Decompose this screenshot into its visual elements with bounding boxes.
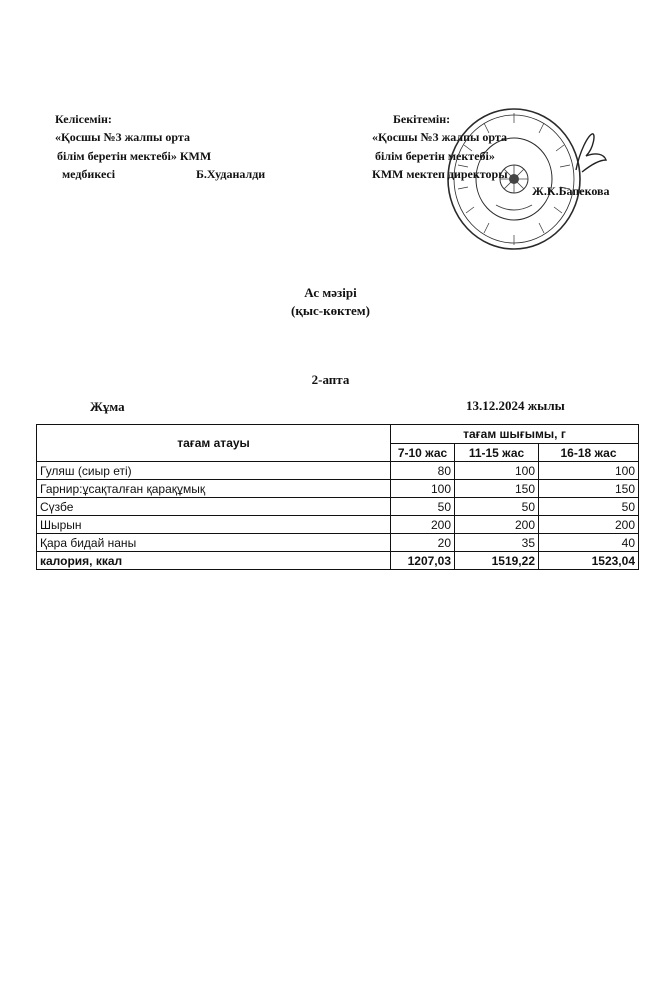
portion-cell: 50 xyxy=(539,498,639,516)
approved-title: Бекітемін: xyxy=(393,112,451,126)
date-label: 13.12.2024 жылы xyxy=(466,398,565,413)
header-food-name: тағам атауы xyxy=(37,425,391,462)
food-name-cell: Сүзбе xyxy=(37,498,391,516)
agreed-line1: «Қосшы №3 жалпы орта xyxy=(55,130,190,144)
agreed-title: Келісемін: xyxy=(55,112,112,126)
portion-cell: 100 xyxy=(455,462,539,480)
food-name-cell: Гуляш (сиыр еті) xyxy=(37,462,391,480)
portion-cell: 80 xyxy=(391,462,455,480)
table-row xyxy=(37,462,639,480)
food-name-cell: Гарнир:ұсақталған қарақұмық xyxy=(37,480,391,498)
total-label-cell: калория, ккал xyxy=(37,552,391,570)
menu-season: (қыс-көктем) xyxy=(291,303,370,318)
portion-cell: 50 xyxy=(455,498,539,516)
header-food-output: тағам шығымы, г xyxy=(391,425,639,444)
table-header-row xyxy=(37,425,639,444)
header-age-group: 7-10 жас xyxy=(391,444,455,462)
day-label: Жұма xyxy=(90,399,125,414)
food-name-cell: Шырын xyxy=(37,516,391,534)
calorie-cell: 1523,04 xyxy=(539,552,639,570)
table-row xyxy=(37,498,639,516)
table-row xyxy=(37,480,639,498)
portion-cell: 100 xyxy=(391,480,455,498)
menu-title: Ас мәзірі xyxy=(304,285,357,300)
portion-cell: 200 xyxy=(391,516,455,534)
menu-table xyxy=(36,424,639,570)
calorie-cell: 1519,22 xyxy=(455,552,539,570)
approved-line1: «Қосшы №3 жалпы орта xyxy=(372,130,507,144)
agreed-role: медбикесі xyxy=(62,167,116,181)
portion-cell: 100 xyxy=(539,462,639,480)
agreed-name: Б.Худаналди xyxy=(196,167,266,181)
portion-cell: 20 xyxy=(391,534,455,552)
header-age-group: 11-15 жас xyxy=(455,444,539,462)
table-row xyxy=(37,534,639,552)
agreed-line2: білім беретін мектебі» КММ xyxy=(57,149,212,163)
approved-line3: КММ мектеп директоры xyxy=(372,167,508,181)
portion-cell: 200 xyxy=(539,516,639,534)
approved-name: Ж.К.Бапекова xyxy=(532,184,610,198)
header-age-group: 16-18 жас xyxy=(539,444,639,462)
signature-mark xyxy=(570,130,610,176)
portion-cell: 150 xyxy=(539,480,639,498)
table-row xyxy=(37,516,639,534)
approved-line2: білім беретін мектебі» xyxy=(375,149,495,163)
portion-cell: 40 xyxy=(539,534,639,552)
table-total-row xyxy=(37,552,639,570)
portion-cell: 50 xyxy=(391,498,455,516)
portion-cell: 35 xyxy=(455,534,539,552)
calorie-cell: 1207,03 xyxy=(391,552,455,570)
food-name-cell: Қара бидай наны xyxy=(37,534,391,552)
portion-cell: 150 xyxy=(455,480,539,498)
week-label: 2-апта xyxy=(311,372,350,387)
portion-cell: 200 xyxy=(455,516,539,534)
